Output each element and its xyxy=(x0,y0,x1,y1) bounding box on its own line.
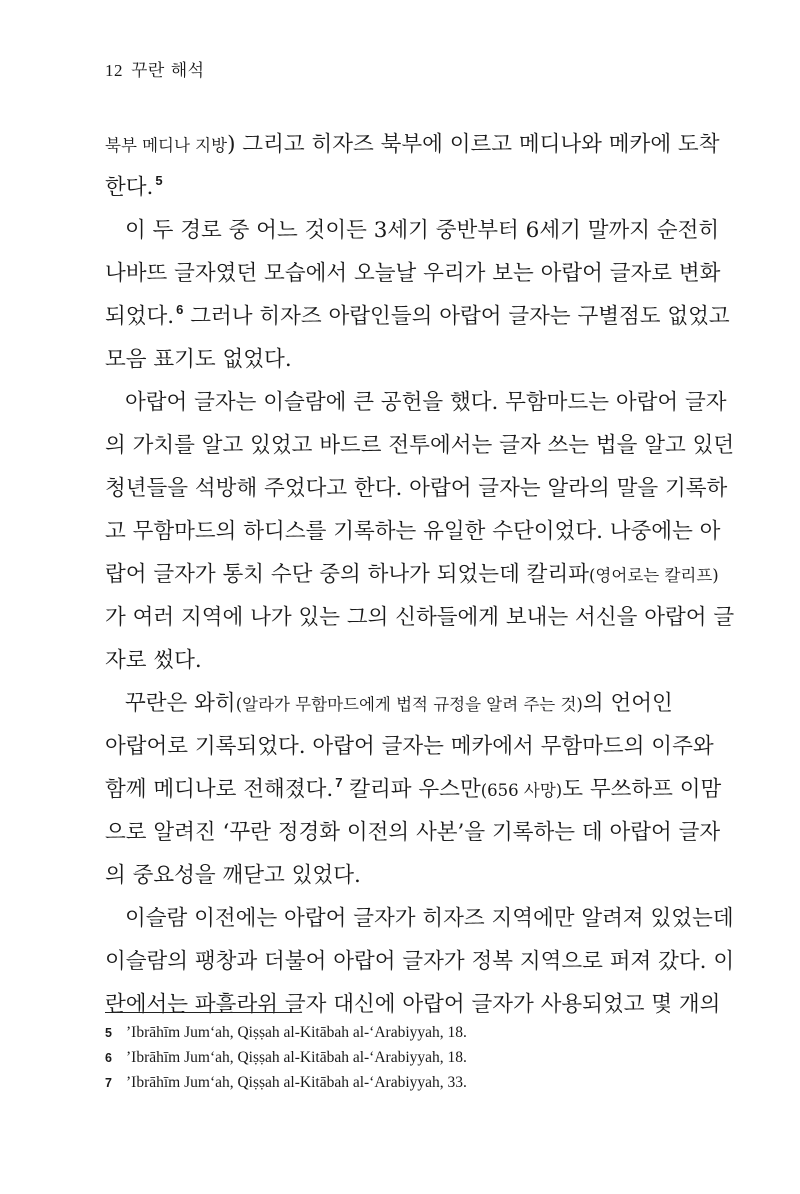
text-line: 자로 썼다. xyxy=(105,648,202,673)
text-span: 칼리파 우스만 xyxy=(342,777,481,802)
footnote-number: 5 xyxy=(105,1026,112,1040)
text-line: 이슬람의 팽창과 더불어 아랍어 글자가 정복 지역으로 퍼져 갔다. 이 xyxy=(105,949,735,974)
text-small: (알라가 무함마드에게 법적 규정을 알려 주는 것) xyxy=(235,695,583,714)
text-line: 으로 알려진 ‘꾸란 정경화 이전의 사본’을 기록하는 데 아랍어 글자 xyxy=(105,820,721,845)
text-line: 모음 표기도 없었다. xyxy=(105,347,292,372)
footnote-6 xyxy=(105,1045,665,1070)
text-line xyxy=(105,123,720,166)
paragraph-start xyxy=(105,682,673,725)
text-span: 함께 메디나로 전해졌다. xyxy=(105,777,334,802)
footnote-text: ’Ibrāhīm Jum‘ah, Qiṣṣah al-Kitābah al-‘Arabiyyah, 33. xyxy=(126,1074,467,1091)
paragraph-start: 이 두 경로 중 어느 것이든 3세기 중반부터 6세기 말까지 순전히 xyxy=(125,218,720,243)
text-line: 의 가치를 알고 있었고 바드르 전투에서는 글자 쓰는 법을 알고 있던 xyxy=(105,433,735,458)
text-line: 가 여러 지역에 나가 있는 그의 신하들에게 보내는 서신을 아랍어 글 xyxy=(105,605,735,630)
paragraph-start: 이슬람 이전에는 아랍어 글자가 히자즈 지역에만 알려져 있었는데 xyxy=(125,906,734,931)
text-line xyxy=(105,768,722,811)
footnote-ref-6[interactable]: 6 xyxy=(176,302,184,317)
text-span: 꾸란은 와히 xyxy=(125,691,236,716)
text-span: 랍어 글자가 통치 수단 중의 하나가 되었는데 칼리파 xyxy=(105,562,589,587)
text-span: 의 언어인 xyxy=(582,691,673,716)
text-span: 그러나 히자즈 아랍인들의 아랍어 글자는 구별점도 없었고 xyxy=(183,304,730,329)
book-title: 꾸란 해석 xyxy=(131,61,205,81)
text-span: 도 무쓰하프 이맘 xyxy=(562,777,722,802)
footnote-5 xyxy=(105,1020,665,1045)
footnotes xyxy=(105,1020,665,1095)
footnote-text: ’Ibrāhīm Jum‘ah, Qiṣṣah al-Kitābah al-‘Arabiyyah, 18. xyxy=(126,1024,467,1041)
footnote-ref-7[interactable]: 7 xyxy=(335,775,343,790)
text-line: 의 중요성을 깨닫고 있었다. xyxy=(105,863,361,888)
footnote-divider xyxy=(105,1012,292,1013)
text-line: 아랍어로 기록되었다. 아랍어 글자는 메카에서 무함마드의 이주와 xyxy=(105,734,714,759)
text-line xyxy=(105,166,663,209)
text-line xyxy=(105,553,719,596)
text-small: (656 사망) xyxy=(480,781,563,800)
text-span: 되었다. xyxy=(105,304,175,329)
text-small: (영어로는 칼리프) xyxy=(589,566,719,585)
footnote-text: ’Ibrāhīm Jum‘ah, Qiṣṣah al-Kitābah al-‘Arabiyyah, 18. xyxy=(126,1049,467,1066)
paragraph-start: 아랍어 글자는 이슬람에 큰 공헌을 했다. 무함마드는 아랍어 글자 xyxy=(125,390,727,415)
text-small: 북부 메디나 지방 xyxy=(105,136,228,155)
running-header xyxy=(105,56,205,81)
text-line: 란에서는 파흘라위 글자 대신에 아랍어 글자가 사용되었고 몇 개의 xyxy=(105,992,721,1017)
text-line xyxy=(105,295,730,338)
footnote-7 xyxy=(105,1070,665,1095)
body-text xyxy=(105,123,735,1026)
page-number: 12 xyxy=(105,61,123,80)
text-span: 한다. xyxy=(105,175,154,200)
footnote-ref-5[interactable]: 5 xyxy=(155,173,163,188)
text-line: 나바뜨 글자였던 모습에서 오늘날 우리가 보는 아랍어 글자로 변화 xyxy=(105,261,721,286)
text-line: 청년들을 석방해 주었다고 한다. 아랍어 글자는 알라의 말을 기록하 xyxy=(105,476,728,501)
footnote-number: 6 xyxy=(105,1051,112,1065)
text-line: 고 무함마드의 하디스를 기록하는 유일한 수단이었다. 나중에는 아 xyxy=(105,519,721,544)
footnote-number: 7 xyxy=(105,1076,112,1090)
text-span: ) 그리고 히자즈 북부에 이르고 메디나와 메카에 도착 xyxy=(227,132,720,157)
